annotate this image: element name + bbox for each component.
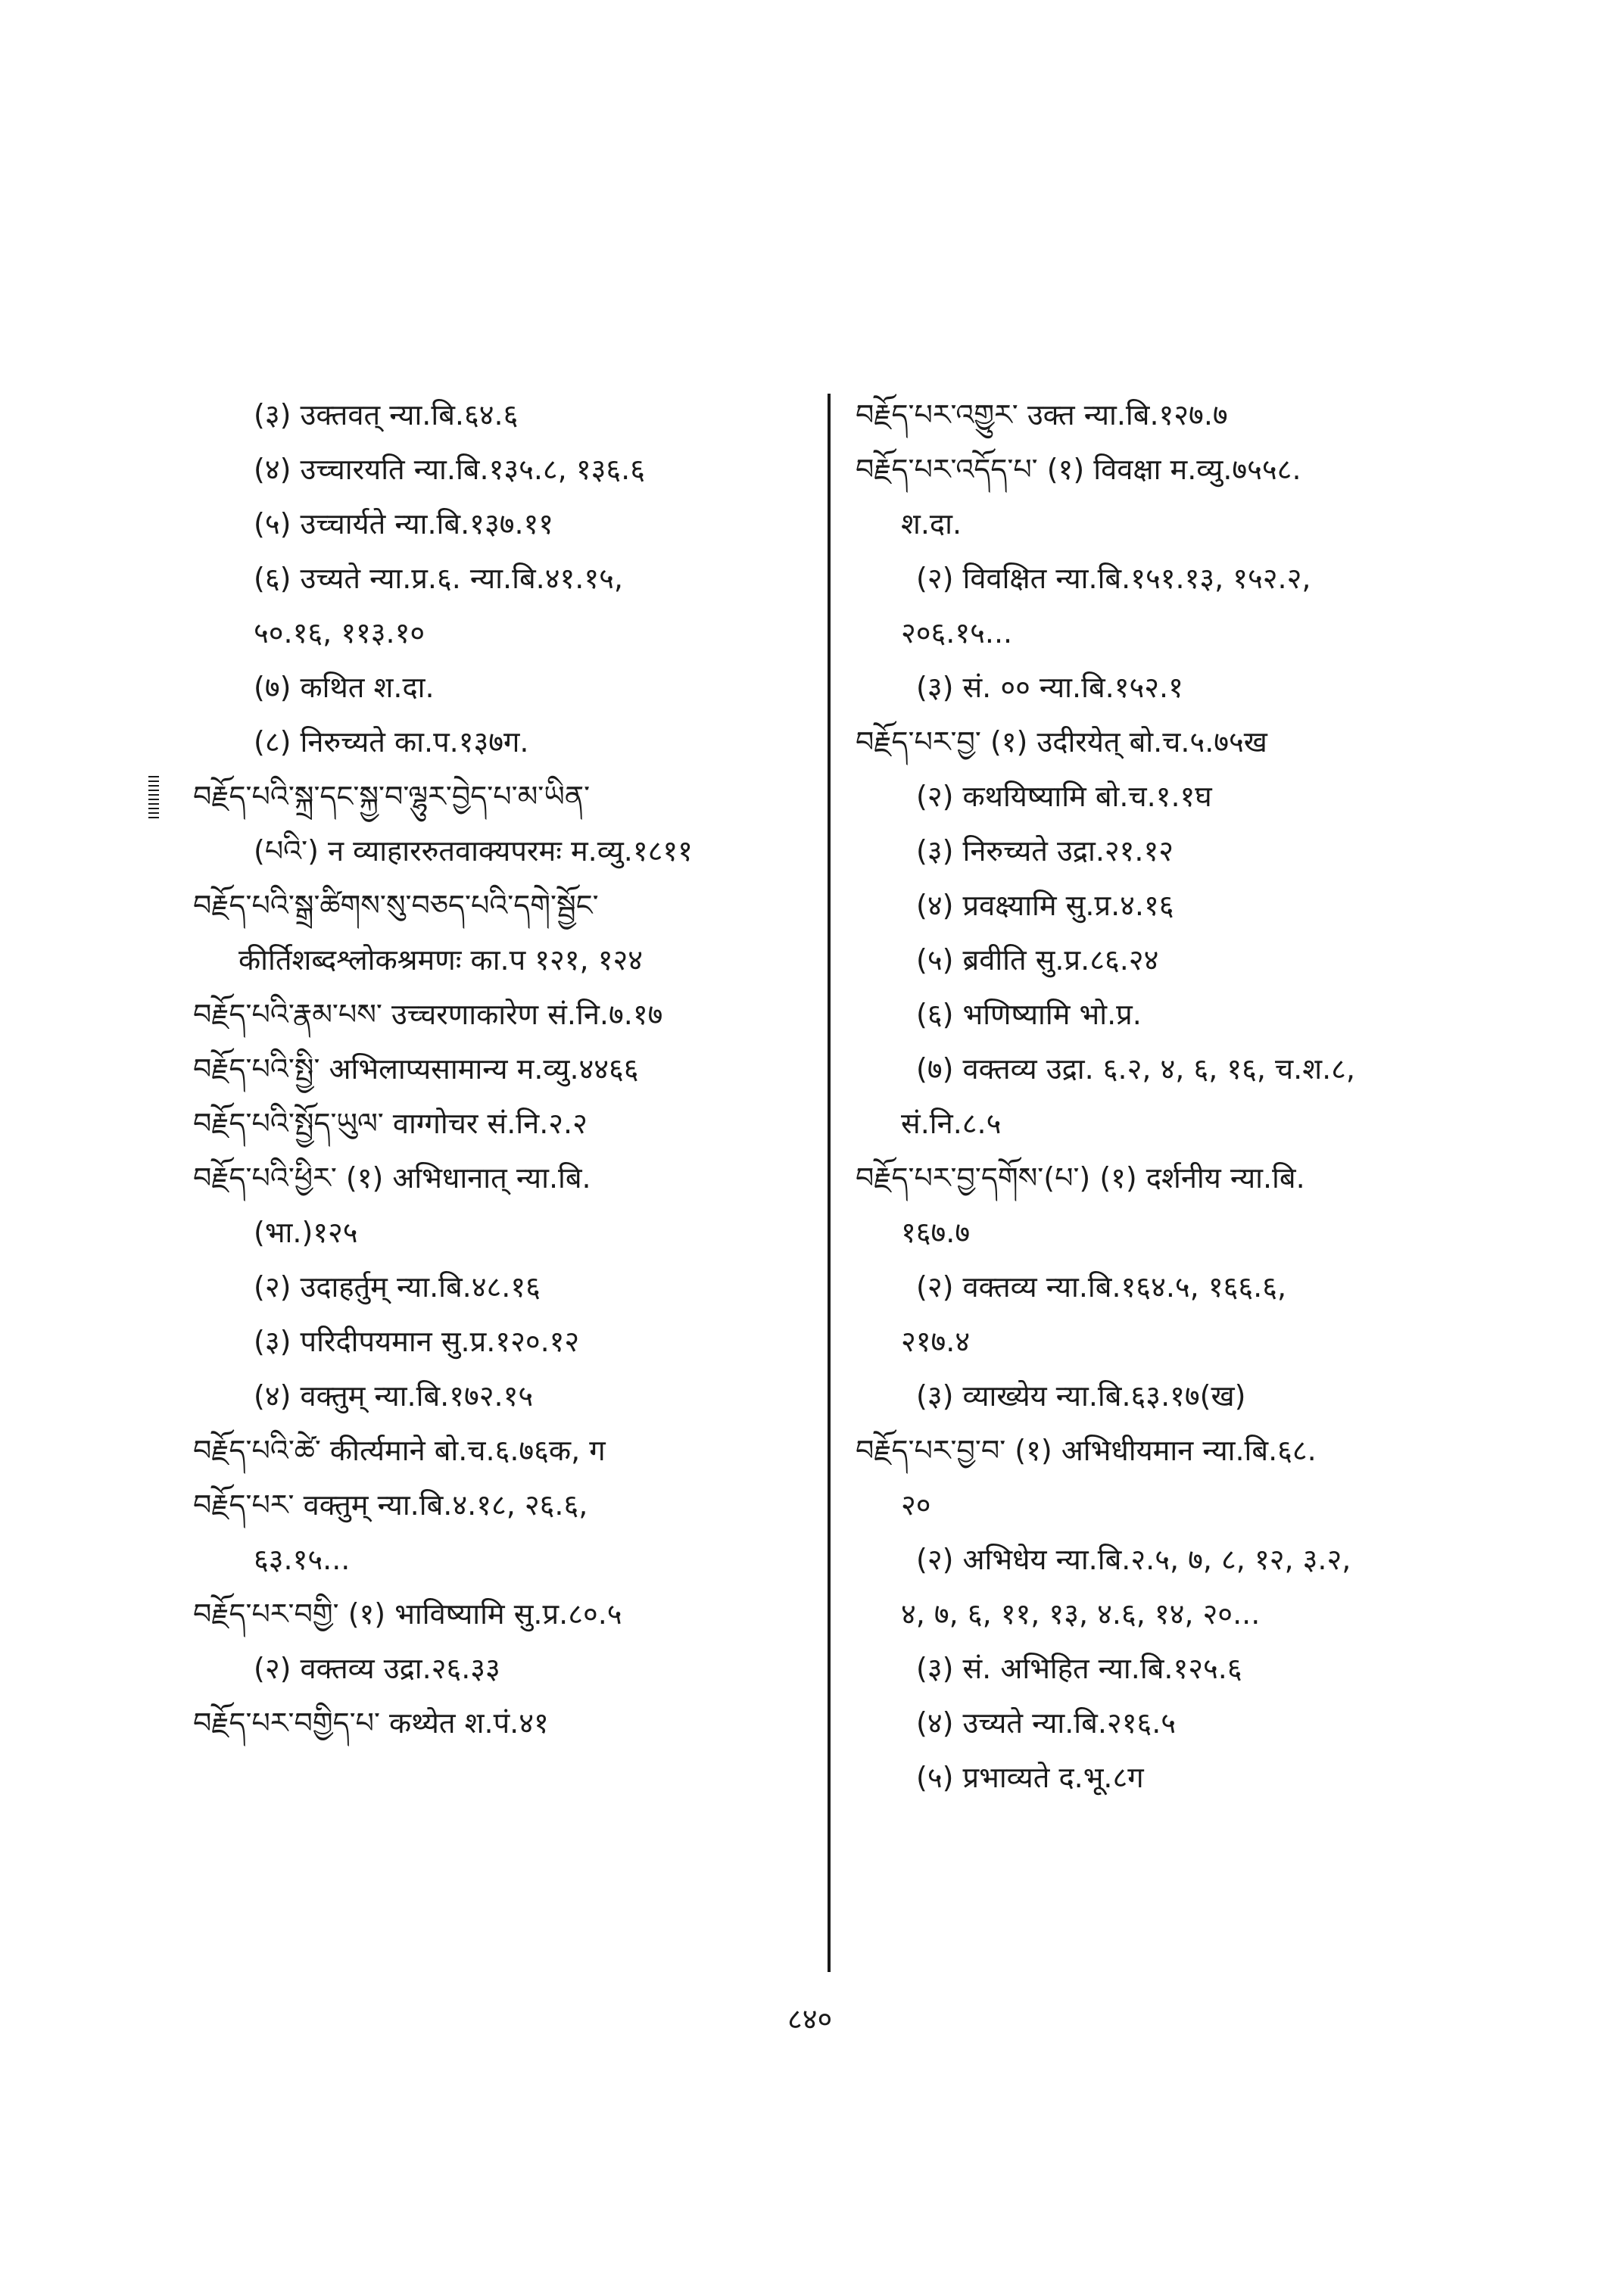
right-entry-line: श.दा. bbox=[901, 507, 962, 541]
column-divider bbox=[828, 394, 831, 1972]
right-entry-line: (७) वक्तव्य उद्रा. ६.२, ४, ६, १६, च.श.८, bbox=[916, 1052, 1356, 1086]
right-entry-line: བརྗོད་པར་འདོད་པ་ (१) विवक्षा म.व्यु.७५५८. bbox=[856, 453, 1301, 486]
right-entry-line: २०६.१५... bbox=[901, 616, 1013, 650]
left-entry-line: (३) परिदीपयमान सु.प्र.१२०.१२ bbox=[254, 1325, 580, 1358]
left-entry-line: བརྗོད་པར་བགྱི་ (१) भाविष्यामि सु.प्र.८०.५ bbox=[193, 1597, 622, 1631]
left-entry-line: कीर्तिशब्दश्लोकश्रमणः का.प १२१, १२४ bbox=[238, 943, 643, 977]
left-entry-line: (२) उदाहर्तुम् न्या.बि.४८.१६ bbox=[254, 1270, 541, 1304]
left-entry-line: (५) उच्चार्यते न्या.बि.१३७.११ bbox=[254, 507, 554, 541]
left-entry-line: བརྗོད་པའི་ཕྱིར་ (१) अभिधानात् न्या.बि. bbox=[193, 1161, 591, 1195]
right-entry-line: བརྗོད་པར་འགྱུར་ उक्त न्या.बि.१२७.७ bbox=[856, 398, 1228, 431]
right-entry-line: २० bbox=[901, 1488, 931, 1522]
left-entry-line: བརྗོད་པར་ वक्तुम् न्या.बि.४.१८, २६.६, bbox=[193, 1488, 588, 1522]
right-entry-line: (२) वक्तव्य न्या.बि.१६४.५, १६६.६, bbox=[916, 1270, 1287, 1304]
left-entry-line: བརྗོད་པའི་སྒྲ་ཚིགས་སུ་བཅད་པའི་དགེ་སྦྱོང་ bbox=[193, 889, 599, 922]
right-entry-line: བརྗོད་པར་བྱ་ (१) उदीरयेत् बो.च.५.७५ख bbox=[856, 725, 1267, 759]
right-entry-line: བརྗོད་པར་བྱ་དགོས་(པ་) (१) दर्शनीय न्या.बि. bbox=[856, 1161, 1305, 1195]
left-entry-line: (७) कथित श.दा. bbox=[254, 671, 435, 704]
right-entry-line: (२) विवक्षित न्या.बि.१५१.१३, १५२.२, bbox=[916, 562, 1311, 595]
right-entry-line: (५) ब्रवीति सु.प्र.८६.२४ bbox=[916, 943, 1159, 977]
margin-mark bbox=[148, 776, 159, 818]
left-entry-line: (८) निरुच्यते का.प.१३७ग. bbox=[254, 725, 529, 759]
left-entry-line: (२) वक्तव्य उद्रा.२६.३३ bbox=[254, 1652, 500, 1685]
left-entry-line: (३) उक्तवत् न्या.बि.६४.६ bbox=[254, 398, 519, 431]
right-entry-line: (३) व्याख्येय न्या.बि.६३.१७(ख) bbox=[916, 1379, 1246, 1413]
left-entry-line: བརྗོད་པའི་ཚེ་ कीर्त्यमाने बो.च.६.७६क, ग bbox=[193, 1434, 606, 1467]
right-entry-line: १६७.७ bbox=[901, 1216, 971, 1249]
right-entry-line: (४) उच्यते न्या.बि.२१६.५ bbox=[916, 1706, 1177, 1740]
right-entry-line: (२) अभिधेय न्या.बि.२.५, ७, ८, १२, ३.२, bbox=[916, 1543, 1351, 1576]
right-entry-line: (३) सं. अभिहित न्या.बि.१२५.६ bbox=[916, 1652, 1242, 1685]
right-entry-line: (२) कथयिष्यामि बो.च.१.१घ bbox=[916, 780, 1212, 813]
right-entry-line: सं.नि.८.५ bbox=[901, 1107, 1002, 1140]
left-entry-line: (भा.)१२५ bbox=[254, 1216, 358, 1249]
right-entry-line: (३) सं. ०० न्या.बि.१५२.१ bbox=[916, 671, 1183, 704]
left-entry-line: བརྗོད་པའི་རྣམ་པས་ उच्चरणाकारेण सं.नि.७.१७ bbox=[193, 998, 663, 1031]
left-entry-line: བརྗོད་པའི་སྐྲ་དང་སྐྱ་བ་ལྷུར་བྱེད་པ་མ་ཡིན་ bbox=[193, 780, 591, 813]
left-entry-line: (པའི་) न व्याहाररुतवाक्यपरमः म.व्यु.१८११ bbox=[254, 834, 693, 868]
right-entry-line: (५) प्रभाव्यते द.भू.८ग bbox=[916, 1761, 1144, 1794]
right-entry-line: २१७.४ bbox=[901, 1325, 971, 1358]
right-entry-line: (६) भणिष्यामि भो.प्र. bbox=[916, 998, 1142, 1031]
left-entry-line: (६) उच्यते न्या.प्र.६. न्या.बि.४१.१५, bbox=[254, 562, 623, 595]
right-entry-line: བརྗོད་པར་བྱ་བ་ (१) अभिधीयमान न्या.बि.६८. bbox=[856, 1434, 1317, 1467]
right-entry-line: ४, ७, ६, ११, १३, ४.६, १४, २०... bbox=[901, 1597, 1261, 1631]
left-entry-line: བརྗོད་པའི་སྤྱི་ अभिलाप्यसामान्य म.व्यु.४४६६ bbox=[193, 1052, 639, 1086]
page-number: ८४० bbox=[787, 2002, 833, 2036]
left-entry-line: ५०.१६, ११३.१० bbox=[254, 616, 425, 650]
left-entry-line: བརྗོད་པའི་སྤྱོད་ཡུལ་ वाग्गोचर सं.नि.२.२ bbox=[193, 1107, 588, 1140]
right-entry-line: (४) प्रवक्ष्यामि सु.प्र.४.१६ bbox=[916, 889, 1174, 922]
right-entry-line: (३) निरुच्यते उद्रा.२१.१२ bbox=[916, 834, 1174, 868]
left-entry-line: (४) उच्चारयति न्या.बि.१३५.८, १३६.६ bbox=[254, 453, 645, 486]
left-entry-line: བརྗོད་པར་བགྱིད་པ་ कथ्येत श.पं.४१ bbox=[193, 1706, 549, 1740]
left-entry-line: (४) वक्तुम् न्या.बि.१७२.१५ bbox=[254, 1379, 534, 1413]
left-entry-line: ६३.१५... bbox=[254, 1543, 351, 1576]
